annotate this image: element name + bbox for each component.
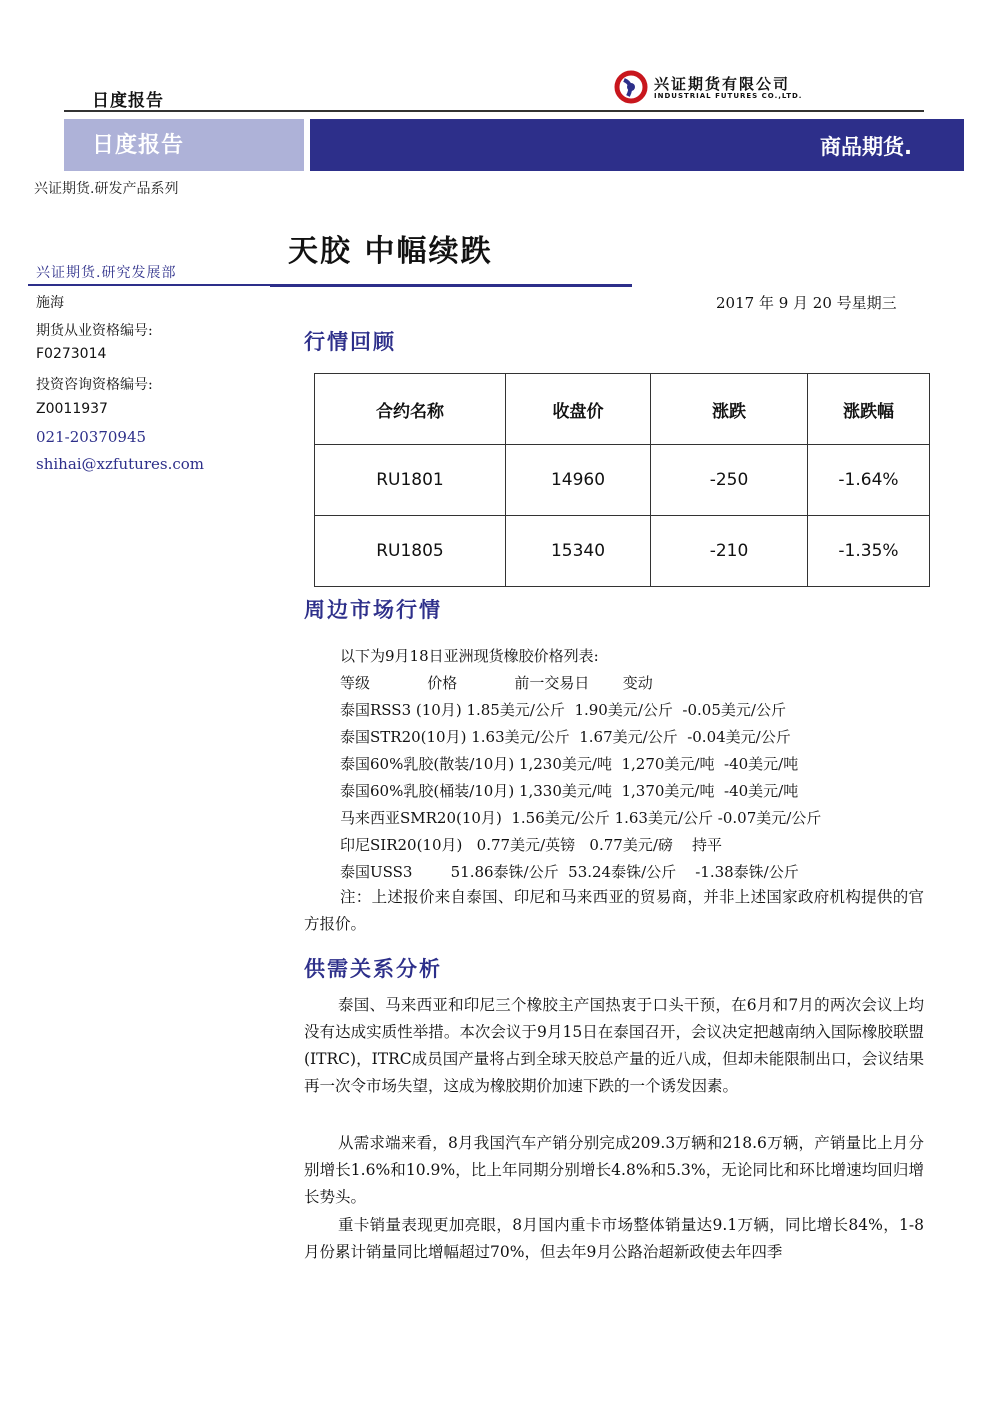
change-pct: -1.35% [808,516,930,587]
author-name: 施海 [36,295,64,311]
analysis-paragraph: 从需求端来看，8月我国汽车产销分别完成209.3万辆和218.6万辆，产销量比上月分别增长1.6%和10.9%，比上年同期分别增长4.8%和5.3%，无论同比和环比增速均回归增长势头。 [304,1134,924,1206]
table-header: 合约名称 [315,374,506,445]
band-right-title: 商品期货. [820,135,912,159]
market-line: 马来西亚SMR20(10月) 1.56美元/公斤 1.63美元/公斤 -0.07美元/公斤 [340,809,822,827]
change: -210 [651,516,808,587]
analysis-paragraph: 泰国、马来西亚和印尼三个橡胶主产国热衷于口头干预，在6月和7月的两次会议上均没有达成实质性举措。本次会议于9月15日在泰国召开，会议决定把越南纳入国际橡胶联盟(ITRC)，ITRC成员国产量将占到全球天胶总产量的近八成，但却未能限制出口，会议结果再一次令市场失望，这成为橡胶期价加速下跌的一个诱发因素。 [304,996,924,1095]
series-label: 兴证期货.研发产品系列 [34,181,179,197]
dept-underline [28,284,272,286]
market-note: 注：上述报价来自泰国、印尼和马来西亚的贸易商，并非上述国家政府机构提供的官方报价。 [304,888,924,933]
report-type-label: 日度报告 [92,91,164,111]
contract-name: RU1805 [315,516,506,587]
company-name-en: INDUSTRIAL FUTURES CO.,LTD. [654,92,803,100]
table-header: 收盘价 [506,374,651,445]
close-price: 14960 [506,445,651,516]
band-left-stripe [296,119,304,171]
table-row [315,445,930,516]
license-number: F0273014 [36,346,107,362]
table-row [315,516,930,587]
market-line: 泰国USS3 51.86泰铢/公斤 53.24泰铢/公斤 -1.38泰铢/公斤 [340,863,799,881]
section-title-review: 行情回顾 [304,330,396,354]
consult-label: 投资咨询资格编号: [36,377,153,393]
close-price: 15340 [506,516,651,587]
author-dept: 兴证期货.研究发展部 [36,265,177,281]
market-line: 等级 价格 前一交易日 变动 [340,674,653,692]
market-line: 印尼SIR20(10月) 0.77美元/英镑 0.77美元/磅 持平 [340,836,722,854]
market-line: 泰国RSS3 (10月) 1.85美元/公斤 1.90美元/公斤 -0.05美元/公斤 [340,701,786,719]
report-date: 2017 年 9 月 20 号星期三 [716,294,897,312]
market-line: 以下为9月18日亚洲现货橡胶价格列表: [340,647,599,665]
band-left-title: 日度报告 [92,133,185,158]
analysis-paragraph: 重卡销量表现更加亮眼，8月国内重卡市场整体销量达9.1万辆，同比增长84%，1-8月份累计销量同比增幅超过70%，但去年9月公路治超新政使去年四季 [304,1216,924,1261]
change: -250 [651,445,808,516]
table-header: 涨跌 [651,374,808,445]
title-underline [270,284,632,287]
page-title: 天胶 中幅续跌 [288,234,493,269]
author-email[interactable]: shihai@xzfutures.com [36,455,204,473]
market-line: 泰国60%乳胶(桶装/10月) 1,330美元/吨 1,370美元/吨 -40美元/吨 [340,782,799,800]
market-line: 泰国60%乳胶(散装/10月) 1,230美元/吨 1,270美元/吨 -40美元/吨 [340,755,799,773]
section-title-supply: 供需关系分析 [304,957,442,981]
company-logo-icon [614,70,654,104]
contract-name: RU1801 [315,445,506,516]
market-line: 泰国STR20(10月) 1.63美元/公斤 1.67美元/公斤 -0.04美元/公斤 [340,728,791,746]
quote-table [314,373,930,587]
change-pct: -1.64% [808,445,930,516]
section-title-market: 周边市场行情 [304,598,442,622]
consult-number: Z0011937 [36,401,108,417]
license-label: 期货从业资格编号: [36,323,153,339]
author-phone: 021-20370945 [36,428,147,446]
company-name-cn: 兴证期货有限公司 [654,75,791,93]
header-divider [64,110,924,112]
table-header: 涨跌幅 [808,374,930,445]
